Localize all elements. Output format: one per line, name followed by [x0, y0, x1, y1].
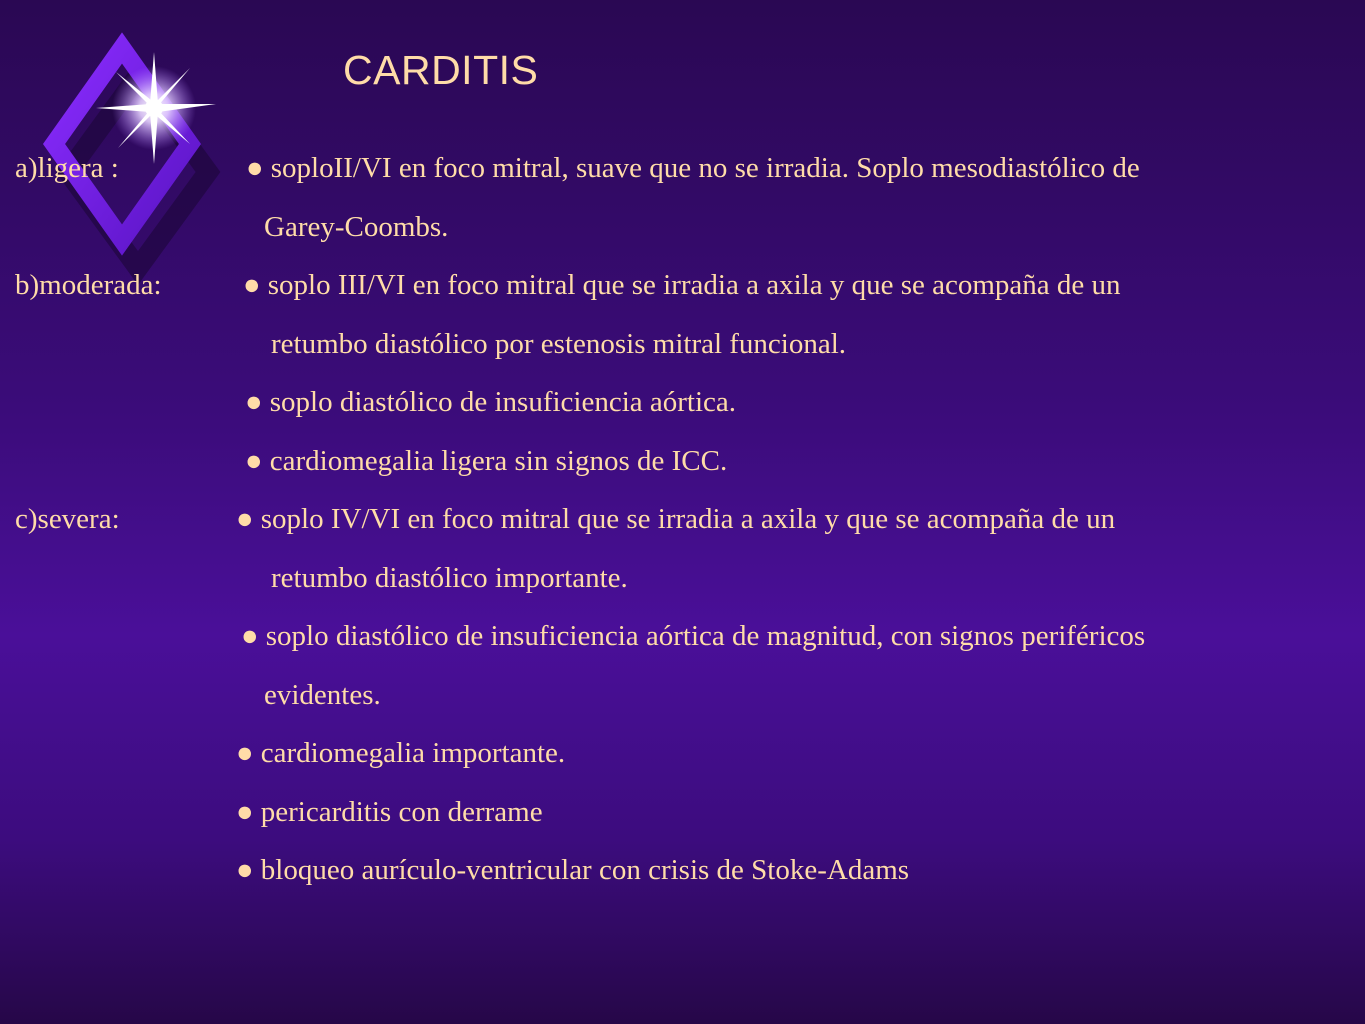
- section-label-ligera: a)ligera :: [15, 152, 119, 184]
- section-severa-line-1: ● soplo IV/VI en foco mitral que se irradia a axila y que se acompaña de un: [236, 503, 1116, 535]
- section-ligera-line-1: ● soploII/VI en foco mitral, suave que no se irradia. Soplo mesodiastólico de: [246, 152, 1140, 184]
- section-moderada-line-4: ● cardiomegalia ligera sin signos de ICC.: [245, 445, 728, 477]
- section-moderada-line-2: retumbo diastólico por estenosis mitral funcional.: [271, 328, 847, 360]
- section-severa-line-4: evidentes.: [264, 679, 381, 711]
- section-severa-line-3: ● soplo diastólico de insuficiencia aórtica de magnitud, con signos periféricos: [241, 620, 1146, 652]
- section-label-moderada: b)moderada:: [15, 269, 162, 301]
- section-moderada-line-1: ● soplo III/VI en foco mitral que se irradia a axila y que se acompaña de un: [243, 269, 1121, 301]
- section-severa-line-5: ● cardiomegalia importante.: [236, 737, 566, 769]
- section-moderada-line-3: ● soplo diastólico de insuficiencia aórtica.: [245, 386, 737, 418]
- section-severa-line-7: ● bloqueo aurículo-ventricular con crisis de Stoke-Adams: [236, 854, 910, 886]
- section-ligera-line-2: Garey-Coombs.: [264, 211, 449, 243]
- section-severa-line-6: ● pericarditis con derrame: [236, 796, 543, 828]
- section-severa-line-2: retumbo diastólico importante.: [271, 562, 628, 594]
- slide-title: CARDITIS: [343, 47, 539, 93]
- section-label-severa: c)severa:: [15, 503, 120, 535]
